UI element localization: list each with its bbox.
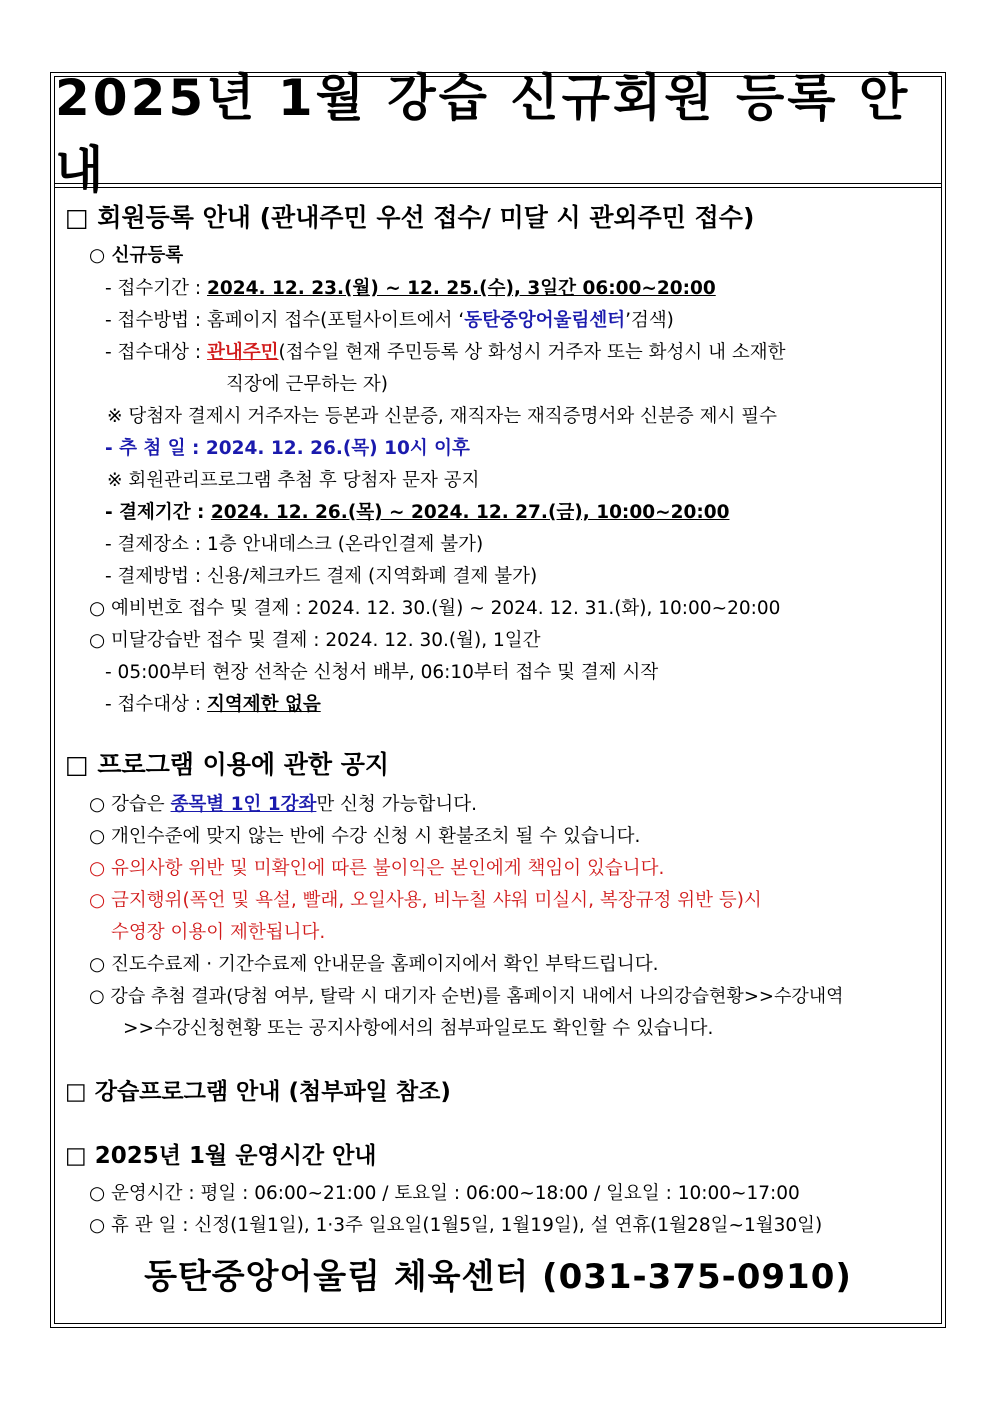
target-line bbox=[105, 338, 785, 364]
section-heading-registration: □ 회원등록 안내 (관내주민 우선 접수/ 미달 시 관외주민 접수) bbox=[65, 203, 755, 232]
pay-period-value: 2024. 12. 26.(목) ~ 2024. 12. 27.(금), 10:00~20:00 bbox=[210, 502, 730, 523]
section-heading-notice: □ 프로그램 이용에 관한 공지 bbox=[65, 750, 390, 779]
section-heading-hours: □ 2025년 1월 운영시간 안내 bbox=[65, 1143, 377, 1169]
new-registration: ○ 신규등록 bbox=[89, 245, 184, 266]
draw-label: - 추 첨 일 : bbox=[105, 438, 206, 459]
notice-item-6: ○ 강습 추첨 결과(당첨 여부, 탈락 시 대기자 순번)를 홈페이지 내에서 나의강습현황>>수강내역 bbox=[89, 986, 844, 1007]
target-value: 관내주민 bbox=[207, 342, 279, 363]
unfilled-target-line bbox=[105, 690, 321, 716]
target-desc-cont: 직장에 근무하는 자) bbox=[226, 374, 388, 395]
notice-item-1 bbox=[89, 790, 477, 816]
divider bbox=[55, 187, 941, 188]
method-site: 동탄중앙어울림센터 bbox=[464, 310, 626, 331]
closed-days: ○ 휴 관 일 : 신정(1월1일), 1·3주 일요일(1월5일, 1월19일), 설 연휴(1월28일~1월30일) bbox=[89, 1215, 823, 1236]
unfilled-detail: - 05:00부터 현장 선착순 신청서 배부, 06:10부터 접수 및 결제 시작 bbox=[105, 662, 659, 683]
period-label: - 접수기간 : bbox=[105, 278, 208, 299]
period-line bbox=[105, 274, 716, 300]
pay-place: - 결제장소 : 1층 안내데스크 (온라인결제 불가) bbox=[105, 534, 484, 555]
notice-item-1-post: 만 신청 가능합니다. bbox=[316, 794, 478, 815]
method-label: - 접수방법 : 홈페이지 접수(포털사이트에서 ‘ bbox=[105, 310, 465, 331]
notice-item-4-cont: 수영장 이용이 제한됩니다. bbox=[111, 922, 326, 943]
draw-line bbox=[105, 434, 470, 460]
target-desc: (접수일 현재 주민등록 상 화성시 거주자 또는 화성시 내 소재한 bbox=[278, 342, 786, 363]
note-draw: ※ 회원관리프로그램 추첨 후 당첨자 문자 공지 bbox=[107, 470, 480, 491]
inner-frame bbox=[54, 69, 942, 1324]
notice-item-1-pre: ○ 강습은 bbox=[89, 794, 171, 815]
page-title: 2025년 1월 강습 신규회원 등록 안내 bbox=[55, 69, 911, 199]
notice-item-6-cont: >>수강신청현황 또는 공지사항에서의 첨부파일로도 확인할 수 있습니다. bbox=[123, 1018, 714, 1039]
section-heading-programs: □ 강습프로그램 안내 (첨부파일 참조) bbox=[65, 1079, 451, 1105]
operating-hours: ○ 운영시간 : 평일 : 06:00~21:00 / 토요일 : 06:00~18:00 / 일요일 : 10:00~17:00 bbox=[89, 1183, 800, 1204]
pay-period-label: - 결제기간 : bbox=[105, 502, 211, 523]
period-value: 2024. 12. 23.(월) ~ 12. 25.(수), 3일간 06:00~20:00 bbox=[207, 278, 716, 299]
method-suffix: ’검색) bbox=[625, 310, 674, 331]
notice-item-1-em: 종목별 1인 1강좌 bbox=[170, 794, 317, 815]
notice-item-4: ○ 금지행위(폭언 및 욕설, 빨래, 오일사용, 비누칠 샤워 미실시, 복장규정 위반 등)시 bbox=[89, 890, 762, 911]
note-payment-docs: ※ 당첨자 결제시 거주자는 등본과 신분증, 재직자는 재직증명서와 신분증 제시 필수 bbox=[107, 406, 777, 427]
pay-period-line bbox=[105, 498, 729, 524]
footer-contact: 동탄중앙어울림 체육센터 (031-375-0910) bbox=[144, 1257, 852, 1297]
pay-method: - 결제방법 : 신용/체크카드 결제 (지역화폐 결제 불가) bbox=[105, 566, 538, 587]
title-box bbox=[55, 69, 941, 199]
unfilled-target-label: - 접수대상 : bbox=[105, 694, 208, 715]
document-frame bbox=[50, 69, 946, 1328]
draw-value: 2024. 12. 26.(목) 10시 이후 bbox=[205, 438, 470, 459]
method-line bbox=[105, 306, 674, 332]
unfilled-target-value: 지역제한 없음 bbox=[207, 694, 321, 715]
notice-item-5: ○ 진도수료제 · 기간수료제 안내문을 홈페이지에서 확인 부탁드립니다. bbox=[89, 954, 659, 975]
notice-item-3: ○ 유의사항 위반 및 미확인에 따른 불이익은 본인에게 책임이 있습니다. bbox=[89, 858, 665, 879]
reserve-line: ○ 예비번호 접수 및 결제 : 2024. 12. 30.(월) ~ 2024. 12. 31.(화), 10:00~20:00 bbox=[89, 598, 781, 619]
target-label: - 접수대상 : bbox=[105, 342, 208, 363]
unfilled-line: ○ 미달강습반 접수 및 결제 : 2024. 12. 30.(월), 1일간 bbox=[89, 630, 541, 651]
notice-item-2: ○ 개인수준에 맞지 않는 반에 수강 신청 시 환불조치 될 수 있습니다. bbox=[89, 826, 641, 847]
